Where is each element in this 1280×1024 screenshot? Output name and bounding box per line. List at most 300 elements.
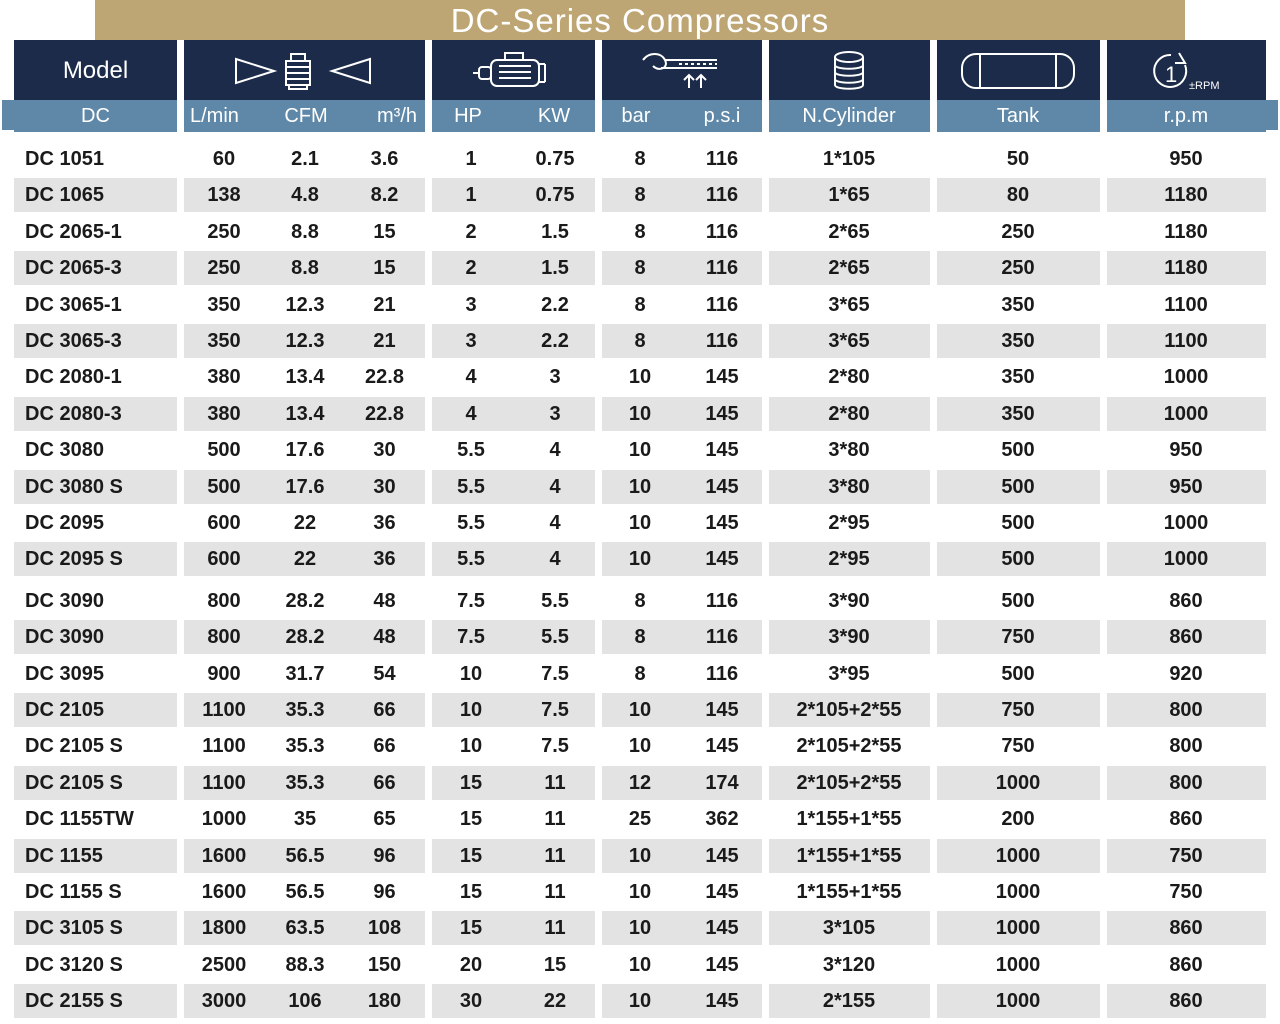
subheader-cfm: CFM xyxy=(284,105,328,127)
cell-lmin: 1100 xyxy=(202,699,246,721)
cell-cfm: 106 xyxy=(288,990,322,1013)
cell-tank: 350 xyxy=(1001,402,1035,425)
cell-m3h: 30 xyxy=(373,439,396,462)
cell-lmin: 600 xyxy=(207,512,241,534)
cell-lmin: 900 xyxy=(207,662,241,685)
cell-bar: 8 xyxy=(634,662,646,685)
cell-bar: 12 xyxy=(628,771,652,794)
cell-model: DC 2105 S xyxy=(25,735,123,758)
cell-m3h: 15 xyxy=(373,257,396,280)
cell-bar: 8 xyxy=(634,220,646,243)
cell-cyl: 1*105 xyxy=(822,148,876,170)
cell-cfm: 22 xyxy=(293,512,317,534)
cylinder-icon xyxy=(768,45,930,97)
cell-psi: 116 xyxy=(705,293,739,316)
cell-bar: 8 xyxy=(634,148,646,170)
cell-rpm: 950 xyxy=(1169,439,1203,462)
cell-bar: 10 xyxy=(628,953,652,976)
cell-tank: 750 xyxy=(1001,699,1035,721)
cell-tank: 1000 xyxy=(995,917,1041,940)
column-divider xyxy=(930,40,937,1024)
cell-model: DC 1051 xyxy=(25,148,104,170)
cell-psi: 116 xyxy=(705,184,739,207)
cell-tank: 50 xyxy=(1006,148,1030,170)
cell-hp: 10 xyxy=(459,699,483,721)
cell-lmin: 1600 xyxy=(201,844,247,867)
cell-tank: 500 xyxy=(1001,548,1035,571)
cell-bar: 10 xyxy=(628,512,652,534)
cell-hp: 1 xyxy=(465,148,477,170)
cell-cyl: 2*105+2*55 xyxy=(796,771,902,794)
cell-hp: 10 xyxy=(459,735,483,758)
table-row xyxy=(14,251,1266,285)
header-model-label: Model xyxy=(62,57,129,84)
cell-rpm: 750 xyxy=(1169,844,1203,867)
cell-psi: 145 xyxy=(705,953,739,976)
cell-cyl: 2*65 xyxy=(828,257,870,280)
cell-psi: 116 xyxy=(705,257,739,280)
tank-icon xyxy=(936,45,1100,97)
cell-hp: 20 xyxy=(459,953,483,976)
cell-tank: 1000 xyxy=(995,881,1041,903)
cell-m3h: 15 xyxy=(373,220,396,243)
cell-lmin: 800 xyxy=(207,589,241,612)
subheader-dc: DC xyxy=(81,105,110,127)
cell-hp: 7.5 xyxy=(457,589,485,612)
cell-psi: 145 xyxy=(705,366,739,389)
cell-tank: 200 xyxy=(1001,808,1035,831)
subheader-bar: bar xyxy=(621,105,651,127)
cell-lmin: 500 xyxy=(207,475,241,498)
cell-rpm: 860 xyxy=(1169,626,1203,649)
cell-cfm: 28.2 xyxy=(285,589,325,612)
cell-rpm: 950 xyxy=(1169,475,1203,498)
cell-hp: 3 xyxy=(465,293,477,316)
table-row xyxy=(14,584,1266,618)
cell-tank: 250 xyxy=(1001,220,1035,243)
cell-hp: 7.5 xyxy=(457,626,485,649)
table-row xyxy=(14,397,1266,431)
subheader-hp: HP xyxy=(454,105,482,127)
cell-rpm: 860 xyxy=(1169,808,1203,831)
cell-kw: 7.5 xyxy=(541,735,569,758)
cell-model: DC 1155 S xyxy=(25,881,122,903)
cell-lmin: 350 xyxy=(207,330,241,352)
cell-kw: 22 xyxy=(543,990,567,1013)
cell-kw: 5.5 xyxy=(541,626,569,649)
cell-model: DC 3090 xyxy=(25,626,104,649)
cell-cyl: 2*95 xyxy=(828,548,870,571)
cell-cfm: 2.1 xyxy=(291,148,319,170)
cell-tank: 350 xyxy=(1001,293,1035,316)
cell-hp: 30 xyxy=(459,990,483,1013)
cell-psi: 145 xyxy=(705,548,739,571)
cell-hp: 5.5 xyxy=(457,512,485,534)
cell-bar: 8 xyxy=(634,589,646,612)
cell-psi: 145 xyxy=(705,844,739,867)
table-row xyxy=(14,360,1266,394)
cell-psi: 145 xyxy=(705,917,739,940)
cell-lmin: 1800 xyxy=(201,917,247,940)
cell-cfm: 12.3 xyxy=(285,330,325,352)
cell-lmin: 800 xyxy=(207,626,241,649)
cell-cfm: 35.3 xyxy=(285,771,325,794)
cell-cyl: 2*80 xyxy=(828,402,870,425)
cell-kw: 2.2 xyxy=(541,293,569,316)
cell-hp: 15 xyxy=(459,917,483,940)
table-row xyxy=(14,657,1266,691)
cell-kw: 3 xyxy=(549,366,561,389)
cell-model: DC 1155TW xyxy=(25,808,134,831)
cell-model: DC 2095 xyxy=(25,512,104,534)
table-row xyxy=(14,470,1266,504)
table-row xyxy=(14,839,1266,873)
cell-bar: 10 xyxy=(628,402,652,425)
cell-kw: 4 xyxy=(549,548,561,571)
cell-kw: 11 xyxy=(544,844,566,867)
flow-icon xyxy=(182,45,425,97)
cell-hp: 15 xyxy=(459,881,483,903)
cell-psi: 116 xyxy=(705,330,739,352)
cell-kw: 5.5 xyxy=(541,589,569,612)
subheader-cylinder: N.Cylinder xyxy=(802,105,896,127)
cell-hp: 15 xyxy=(459,808,483,831)
cell-rpm: 860 xyxy=(1169,990,1203,1013)
table-row xyxy=(14,948,1266,982)
cell-psi: 145 xyxy=(705,699,739,721)
cell-bar: 10 xyxy=(628,366,652,389)
cell-cyl: 3*65 xyxy=(828,293,870,316)
cell-model: DC 2080-3 xyxy=(25,402,122,425)
cell-cfm: 12.3 xyxy=(285,293,325,316)
cell-tank: 500 xyxy=(1001,662,1035,685)
cell-cfm: 8.8 xyxy=(291,220,319,243)
cell-bar: 10 xyxy=(628,735,652,758)
table-row xyxy=(14,911,1266,945)
cell-rpm: 1100 xyxy=(1164,330,1208,352)
cell-rpm: 1180 xyxy=(1164,220,1208,243)
cell-cfm: 17.6 xyxy=(285,439,325,462)
cell-cyl: 3*105 xyxy=(822,917,876,940)
cell-model: DC 3095 xyxy=(25,662,104,685)
cell-lmin: 250 xyxy=(207,257,241,280)
cell-model: DC 3065-1 xyxy=(25,293,122,316)
subheader-tank: Tank xyxy=(996,105,1040,127)
table-row xyxy=(14,142,1266,176)
cell-rpm: 950 xyxy=(1169,148,1203,170)
cell-psi: 145 xyxy=(705,881,739,903)
cell-rpm: 860 xyxy=(1169,953,1203,976)
cell-hp: 15 xyxy=(459,771,483,794)
cell-model: DC 3120 S xyxy=(25,953,123,976)
cell-m3h: 8.2 xyxy=(370,184,399,207)
cell-model: DC 3105 S xyxy=(25,917,123,940)
cell-m3h: 48 xyxy=(373,589,396,612)
cell-tank: 350 xyxy=(1001,330,1035,352)
cell-cfm: 35.3 xyxy=(285,699,325,721)
cell-rpm: 800 xyxy=(1169,771,1203,794)
cell-bar: 8 xyxy=(634,184,646,207)
cell-model: DC 3065-3 xyxy=(25,330,122,352)
cell-kw: 1.5 xyxy=(541,220,569,243)
cell-bar: 25 xyxy=(628,808,652,831)
cell-psi: 145 xyxy=(705,439,739,462)
cell-model: DC 2065-1 xyxy=(25,220,122,243)
cell-model: DC 3090 xyxy=(25,589,104,612)
cell-m3h: 66 xyxy=(373,771,396,794)
cell-m3h: 36 xyxy=(373,512,396,534)
subheader-psi: p.s.i xyxy=(703,105,741,127)
subheader-m3h: m³/h xyxy=(377,105,417,127)
cell-cyl: 1*155+1*55 xyxy=(796,844,902,867)
cell-rpm: 1180 xyxy=(1164,184,1208,207)
cell-rpm: 860 xyxy=(1169,589,1203,612)
table-row xyxy=(14,766,1266,800)
cell-tank: 1000 xyxy=(995,771,1041,794)
column-divider xyxy=(762,40,769,1024)
cell-model: DC 2065-3 xyxy=(25,257,122,280)
cell-lmin: 3000 xyxy=(201,990,247,1013)
rpm-icon xyxy=(1106,45,1266,97)
cell-tank: 750 xyxy=(1001,626,1035,649)
cell-kw: 11 xyxy=(544,917,566,940)
cell-bar: 8 xyxy=(634,293,646,316)
cell-lmin: 500 xyxy=(207,439,241,462)
cell-hp: 2 xyxy=(465,220,477,243)
cell-psi: 116 xyxy=(705,220,739,243)
cell-m3h: 3.6 xyxy=(370,148,399,170)
cell-model: DC 3080 S xyxy=(25,475,123,498)
cell-kw: 4 xyxy=(549,512,561,534)
cell-cyl: 3*90 xyxy=(828,589,870,612)
cell-cfm: 8.8 xyxy=(291,257,319,280)
table-row xyxy=(14,729,1266,763)
cell-cyl: 2*105+2*55 xyxy=(796,735,902,758)
table-row xyxy=(14,693,1266,727)
cell-hp: 3 xyxy=(465,330,477,352)
cell-lmin: 350 xyxy=(207,293,241,316)
cell-lmin: 138 xyxy=(207,184,241,207)
cell-cfm: 88.3 xyxy=(285,953,325,976)
cell-bar: 10 xyxy=(628,439,652,462)
table-row xyxy=(14,802,1266,836)
cell-kw: 0.75 xyxy=(535,148,575,170)
cell-lmin: 1100 xyxy=(202,735,246,758)
cell-cfm: 56.5 xyxy=(285,881,325,903)
cell-tank: 500 xyxy=(1001,475,1035,498)
rpm-icon-numeral: 1 xyxy=(1165,62,1178,87)
cell-rpm: 1000 xyxy=(1163,512,1209,534)
cell-hp: 15 xyxy=(459,844,483,867)
cell-model: DC 2095 S xyxy=(25,548,123,571)
cell-rpm: 860 xyxy=(1169,917,1203,940)
cell-cyl: 2*155 xyxy=(822,990,876,1013)
cell-m3h: 108 xyxy=(367,917,402,940)
cell-kw: 11 xyxy=(544,771,566,794)
column-divider xyxy=(177,40,184,1024)
cell-bar: 10 xyxy=(628,990,652,1013)
cell-cfm: 63.5 xyxy=(285,917,325,940)
cell-cyl: 2*105+2*55 xyxy=(796,699,902,721)
cell-psi: 145 xyxy=(705,402,739,425)
cell-tank: 1000 xyxy=(995,844,1041,867)
cell-cfm: 13.4 xyxy=(285,402,325,425)
cell-m3h: 180 xyxy=(367,990,402,1013)
table-row xyxy=(14,288,1266,322)
cell-cyl: 2*80 xyxy=(828,366,870,389)
cell-hp: 5.5 xyxy=(457,439,485,462)
cell-psi: 145 xyxy=(705,475,739,498)
cell-model: DC 1155 xyxy=(25,844,103,867)
cell-tank: 1000 xyxy=(995,990,1041,1013)
cell-cyl: 3*80 xyxy=(828,439,870,462)
cell-cyl: 3*120 xyxy=(822,953,876,976)
table-row xyxy=(14,324,1266,358)
cell-m3h: 65 xyxy=(373,808,396,831)
cell-m3h: 30 xyxy=(373,475,396,498)
cell-hp: 4 xyxy=(465,402,477,425)
cell-rpm: 1100 xyxy=(1164,293,1208,316)
cell-bar: 8 xyxy=(634,330,646,352)
table-row xyxy=(14,875,1266,909)
cell-psi: 145 xyxy=(705,735,739,758)
cell-m3h: 21 xyxy=(373,293,396,316)
cell-tank: 1000 xyxy=(995,953,1041,976)
cell-psi: 116 xyxy=(705,626,739,649)
cell-cfm: 4.8 xyxy=(291,184,319,207)
cell-cfm: 31.7 xyxy=(285,662,325,685)
table-row xyxy=(14,433,1266,467)
cell-tank: 500 xyxy=(1001,512,1035,534)
cell-cfm: 35 xyxy=(293,808,317,831)
cell-lmin: 1100 xyxy=(202,771,246,794)
cell-rpm: 800 xyxy=(1169,699,1203,721)
cell-tank: 500 xyxy=(1001,439,1035,462)
subheader-edge-left xyxy=(2,100,14,130)
table-row xyxy=(14,542,1266,576)
cell-bar: 10 xyxy=(628,844,652,867)
rpm-icon-caption: ±RPM xyxy=(1189,80,1220,92)
cell-kw: 0.75 xyxy=(535,184,575,207)
cell-hp: 4 xyxy=(465,366,477,389)
cell-hp: 5.5 xyxy=(457,475,485,498)
cell-m3h: 54 xyxy=(373,662,396,685)
cell-cfm: 13.4 xyxy=(285,366,325,389)
cell-cyl: 1*155+1*55 xyxy=(796,808,902,831)
subheader-kw: KW xyxy=(537,105,571,127)
cell-lmin: 250 xyxy=(207,220,241,243)
cell-hp: 2 xyxy=(465,257,477,280)
cell-lmin: 1600 xyxy=(201,881,247,903)
subheader-rpm: r.p.m xyxy=(1163,105,1209,127)
cell-kw: 4 xyxy=(549,439,561,462)
cell-cfm: 17.6 xyxy=(285,475,325,498)
cell-model: DC 2105 xyxy=(25,699,104,721)
cell-m3h: 36 xyxy=(373,548,396,571)
table-row xyxy=(14,215,1266,249)
cell-m3h: 150 xyxy=(367,953,402,976)
pressure-icon xyxy=(600,45,762,97)
cell-psi: 362 xyxy=(705,808,739,831)
cell-hp: 10 xyxy=(459,662,483,685)
cell-bar: 10 xyxy=(628,917,652,940)
cell-tank: 80 xyxy=(1006,184,1030,207)
cell-psi: 145 xyxy=(705,990,739,1013)
table-row xyxy=(14,506,1266,540)
cell-bar: 10 xyxy=(628,881,652,903)
cell-bar: 10 xyxy=(628,475,652,498)
cell-model: DC 1065 xyxy=(25,184,104,207)
cell-cyl: 1*155+1*55 xyxy=(796,881,902,903)
cell-model: DC 2080-1 xyxy=(25,366,122,389)
cell-psi: 174 xyxy=(705,771,739,794)
cell-lmin: 1000 xyxy=(201,808,247,831)
cell-cyl: 3*95 xyxy=(828,662,870,685)
cell-tank: 350 xyxy=(1001,366,1035,389)
cell-psi: 116 xyxy=(705,589,739,612)
cell-kw: 11 xyxy=(544,808,566,831)
cell-cfm: 28.2 xyxy=(285,626,325,649)
cell-kw: 11 xyxy=(544,881,566,903)
cell-rpm: 750 xyxy=(1169,881,1203,903)
cell-lmin: 60 xyxy=(212,148,236,170)
cell-rpm: 1000 xyxy=(1163,402,1209,425)
cell-bar: 8 xyxy=(634,257,646,280)
cell-bar: 8 xyxy=(634,626,646,649)
cell-psi: 145 xyxy=(705,512,739,534)
cell-m3h: 96 xyxy=(373,881,396,903)
cell-lmin: 2500 xyxy=(201,953,247,976)
cell-model: DC 2105 S xyxy=(25,771,123,794)
cell-bar: 10 xyxy=(628,699,652,721)
subheader-lmin: L/min xyxy=(190,105,239,127)
cell-bar: 10 xyxy=(628,548,652,571)
table-row xyxy=(14,620,1266,654)
cell-tank: 750 xyxy=(1001,735,1035,758)
cell-rpm: 1000 xyxy=(1163,366,1209,389)
cell-kw: 3 xyxy=(549,402,561,425)
cell-kw: 2.2 xyxy=(541,330,569,352)
cell-lmin: 380 xyxy=(207,366,241,389)
cell-rpm: 800 xyxy=(1169,735,1203,758)
cell-cyl: 3*65 xyxy=(828,330,870,352)
cell-cyl: 2*65 xyxy=(828,220,870,243)
page-title: DC-Series Compressors xyxy=(95,0,1185,42)
cell-m3h: 22.8 xyxy=(365,366,404,389)
subheader-edge-right xyxy=(1266,100,1278,130)
cell-m3h: 96 xyxy=(373,844,396,867)
cell-lmin: 380 xyxy=(207,402,241,425)
cell-tank: 250 xyxy=(1001,257,1035,280)
table-row xyxy=(14,178,1266,212)
cell-psi: 116 xyxy=(705,662,739,685)
cell-cfm: 35.3 xyxy=(285,735,325,758)
cell-rpm: 920 xyxy=(1169,662,1203,685)
cell-cyl: 3*80 xyxy=(828,475,870,498)
cell-m3h: 48 xyxy=(373,626,396,649)
cell-m3h: 66 xyxy=(373,699,396,721)
cell-model: DC 2155 S xyxy=(25,990,123,1013)
cell-cyl: 1*65 xyxy=(828,184,870,207)
cell-cfm: 22 xyxy=(293,548,317,571)
cell-kw: 7.5 xyxy=(541,699,569,721)
cell-tank: 500 xyxy=(1001,589,1035,612)
cell-lmin: 600 xyxy=(207,548,241,571)
cell-kw: 15 xyxy=(543,953,567,976)
cell-cfm: 56.5 xyxy=(285,844,325,867)
cell-m3h: 66 xyxy=(373,735,396,758)
table-row xyxy=(14,984,1266,1018)
